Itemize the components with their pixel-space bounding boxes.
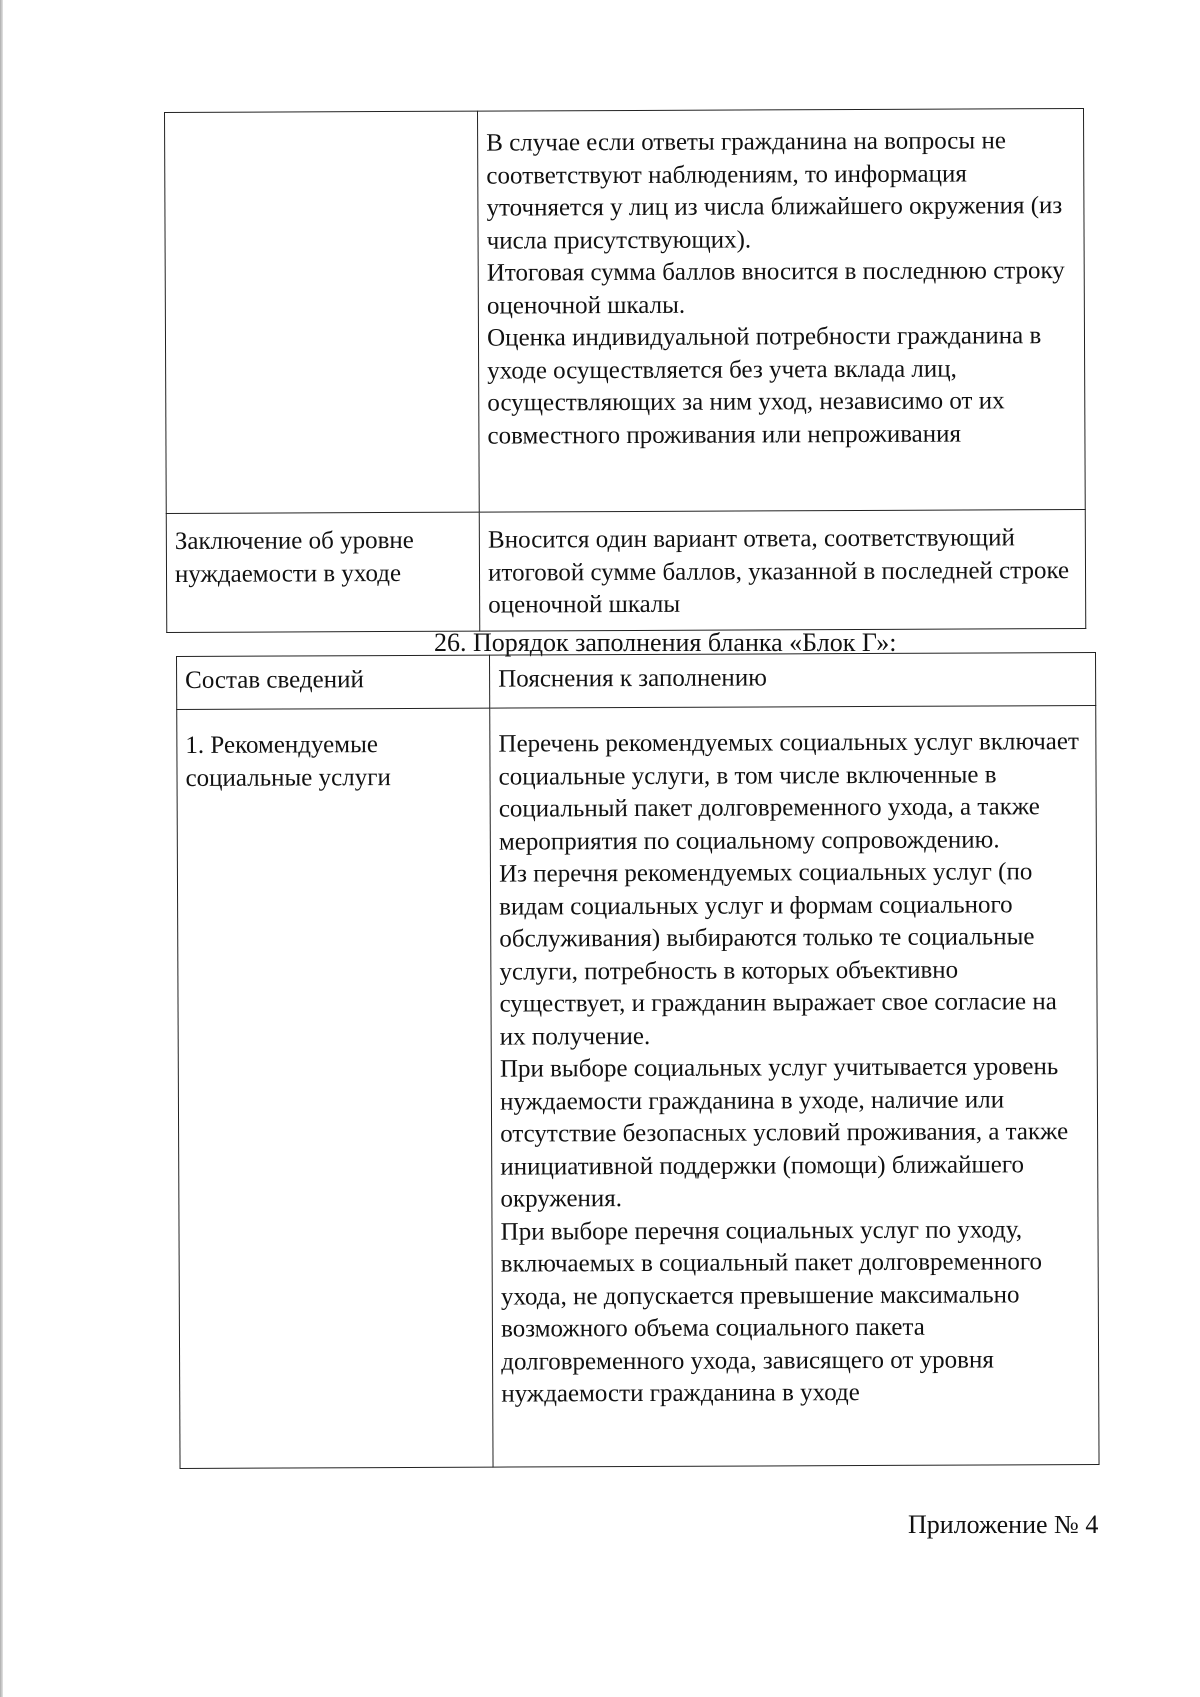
paragraph: Оценка индивидуальной потребности гражданина в уходе осуществляется без учета вклада лиц, осуществляющих за ним уход, независимо от их совместного проживания или непроживания: [487, 322, 1042, 450]
section-heading: 26. Порядок заполнения бланка «Блок Г»:: [434, 628, 897, 657]
paragraph: При выборе социальных услуг учитывается уровень нуждаемости гражданина в уходе, наличие или отсутствие безопасных условий проживания, а также инициативной поддержки (помощи) ближайшего окружения.: [499, 1053, 1069, 1213]
scan-edge: [0, 0, 3, 1697]
instructions-table-continued: [164, 108, 1086, 633]
paragraph: При выборе перечня социальных услуг по уходу, включаемых в социальный пакет долговременного ухода, не допускается превышение максимально возможного объема социального пакета долговременного ухода, зависящего от уровня нуждаемости гражданина в уходе: [500, 1215, 1042, 1408]
table-row: [177, 705, 1099, 1468]
table-row: [166, 509, 1086, 632]
table-cell-explanation: [490, 705, 1099, 1467]
paragraph: Итоговая сумма баллов вносится в последнюю строку оценочной шкалы.: [486, 257, 1065, 320]
table-header-row: [177, 652, 1096, 709]
annex-label: Приложение № 4: [908, 1510, 1099, 1539]
column-header-explanations: Пояснения к заполнению: [490, 652, 1096, 708]
paragraph: Перечень рекомендуемых социальных услуг включает социальные услуги, в том числе включенные в социальный пакет долговременного ухода, а также мероприятия по социальному сопровождению.: [498, 728, 1079, 856]
paragraph: В случае если ответы гражданина на вопросы не соответствуют наблюдениям, то информация уточняется у лиц из числа ближайшего окружения (из числа присутствующих).: [486, 127, 1063, 255]
table-cell-label: 1. Рекомендуемые социальные услуги: [177, 708, 493, 1468]
table-cell-explanation: Вносится один вариант ответа, соответствующий итоговой сумме баллов, указанной в последней строке оценочной шкалы: [479, 509, 1085, 631]
block-g-table: [176, 652, 1100, 1469]
table-cell-empty: [165, 111, 480, 513]
paragraph: Из перечня рекомендуемых социальных услуг (по видам социальных услуг и формам социального обслуживания) выбираются только те социальные услуги, потребность в которых объективно существует, и гражданин выражает свое согласие на их получение.: [499, 858, 1057, 1051]
table-cell-label: Заключение об уровне нуждаемости в уходе: [166, 512, 480, 632]
table-row: [165, 108, 1086, 513]
column-header-contents: Состав сведений: [177, 655, 490, 709]
table-cell-explanation: [478, 108, 1086, 512]
